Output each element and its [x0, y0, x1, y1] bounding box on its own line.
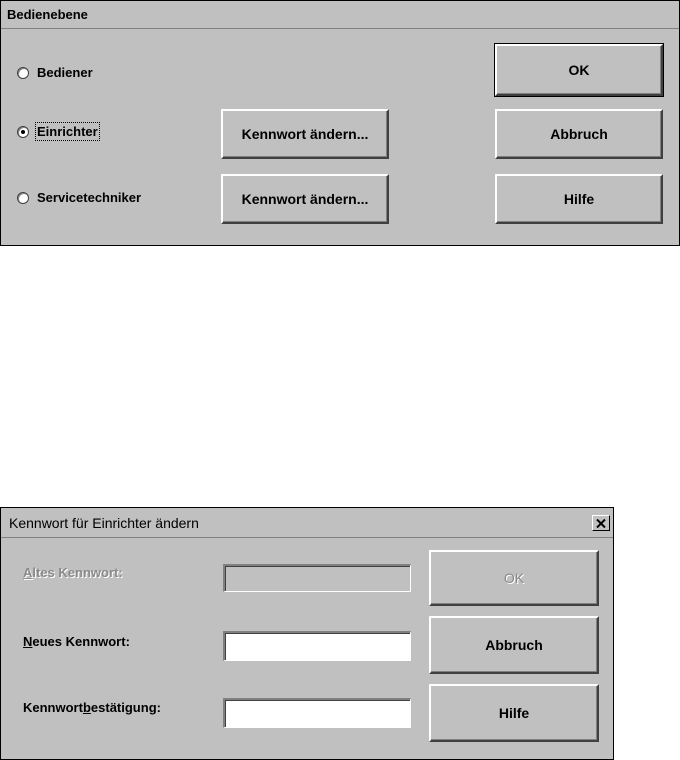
change-password-dialog: [0, 507, 614, 760]
new-password-label: Neues Kennwort:: [23, 634, 130, 649]
radio-button-checked-icon[interactable]: [17, 126, 29, 138]
close-icon: [596, 519, 606, 528]
old-password-label: Altes Kennwort:: [23, 565, 123, 580]
radio-servicetechniker-label: Servicetechniker: [37, 190, 142, 205]
old-password-field: [223, 564, 411, 592]
ok-button: OK: [429, 550, 599, 606]
change-password-einrichter-button[interactable]: Kennwort ändern...: [221, 109, 389, 159]
dialog-title: Kennwort für Einrichter ändern: [1, 508, 613, 538]
radio-servicetechniker[interactable]: [17, 190, 141, 205]
radio-einrichter-label: Einrichter: [37, 124, 98, 139]
help-button[interactable]: Hilfe: [495, 174, 663, 224]
new-password-field[interactable]: [223, 631, 411, 661]
confirm-password-label: Kennwortbestätigung:: [23, 700, 161, 715]
change-password-servicetechniker-button[interactable]: Kennwort ändern...: [221, 174, 389, 224]
cancel-button[interactable]: Abbruch: [429, 616, 599, 674]
dialog-title: Bedienebene: [1, 1, 679, 29]
radio-einrichter[interactable]: [17, 124, 98, 139]
radio-bediener-label: Bediener: [37, 65, 93, 80]
radio-button-icon[interactable]: [17, 192, 29, 204]
help-button[interactable]: Hilfe: [429, 684, 599, 742]
cancel-button[interactable]: Abbruch: [495, 109, 663, 159]
bedienebene-dialog: [0, 0, 680, 246]
close-button[interactable]: [592, 515, 610, 531]
radio-bediener[interactable]: [17, 65, 93, 80]
confirm-password-field[interactable]: [223, 698, 411, 728]
ok-button[interactable]: OK: [495, 44, 663, 96]
radio-button-icon[interactable]: [17, 67, 29, 79]
